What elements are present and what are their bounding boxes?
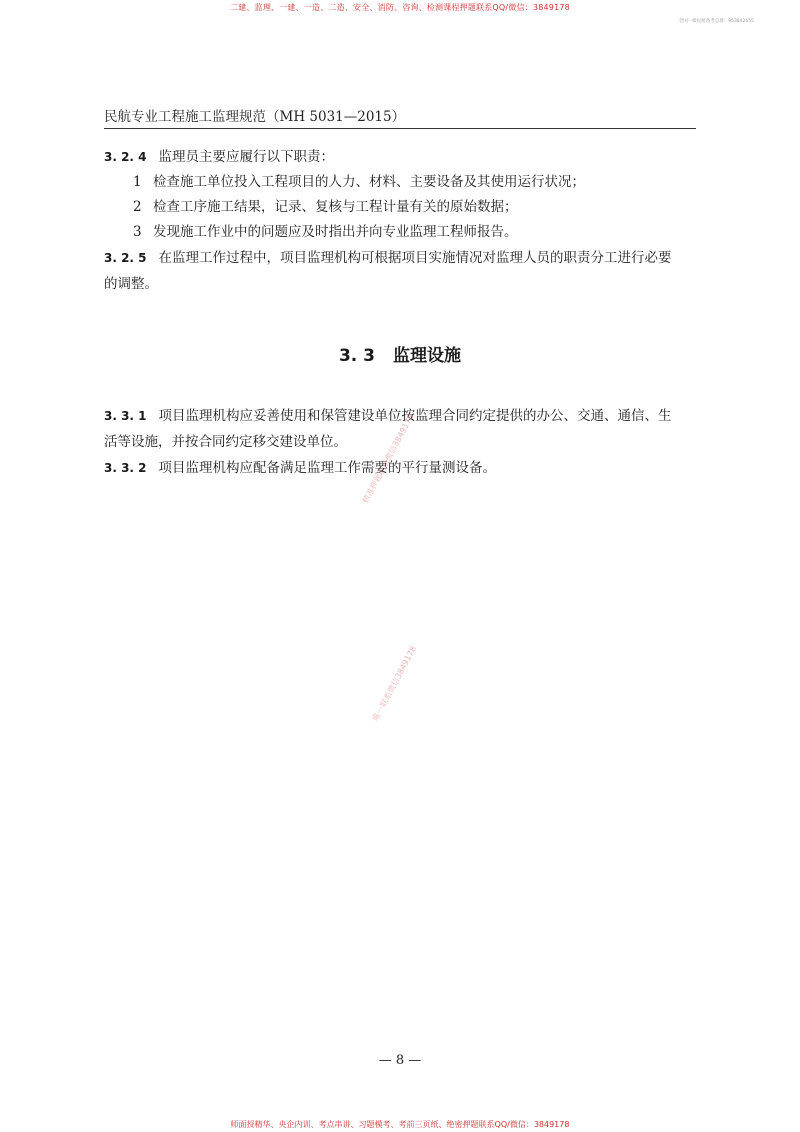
item-number: 3 [133, 224, 142, 240]
top-contact-banner: 二建、监理、一建、一造、二造、安全、消防、咨询、检测课程押题联系QQ/微信：3849178 [230, 3, 570, 12]
item-text: 检查工序施工结果，记录、复核与工程计量有关的原始数据； [153, 199, 518, 215]
corner-note: 全国一级民航备考总群：953842655 [678, 19, 754, 24]
clause-3-3-1 [104, 404, 672, 424]
list-item [133, 170, 585, 190]
clause-number: 3. 2. 5 [104, 251, 147, 265]
section-heading [0, 341, 800, 366]
item-number: 2 [133, 199, 142, 215]
item-number: 1 [133, 174, 142, 190]
section-number: 3. 3 [338, 346, 376, 366]
item-text: 检查施工单位投入工程项目的人力、材料、主要设备及其使用运行状况； [153, 174, 585, 190]
header-rule [104, 128, 696, 129]
bottom-contact-banner: 师面授精华、央企内训、考点串讲、习题模考、考前三页纸、绝密押题联系QQ/微信：3849178 [230, 1120, 570, 1129]
clause-3-3-1-continuation: 活等设施，并按合同约定移交建设单位。 [104, 434, 347, 450]
page-number: — 8 — [378, 1053, 422, 1068]
item-text: 发现施工作业中的问题应及时指出并向专业监理工程师报告。 [153, 224, 518, 240]
clause-3-2-5 [104, 246, 672, 266]
clause-text: 监理员主要应履行以下职责： [158, 149, 335, 165]
clause-text: 在监理工作过程中，项目监理机构可根据项目实施情况对监理人员的职责分工进行必要 [158, 250, 672, 266]
list-item [133, 220, 518, 240]
document-header: 民航专业工程施工监理规范（MH 5031—2015） [104, 109, 406, 125]
clause-3-2-5-continuation: 的调整。 [104, 276, 158, 292]
section-title: 监理设施 [393, 346, 462, 366]
clause-text: 项目监理机构应妥善使用和保管建设单位按监理合同约定提供的办公、交通、通信、生 [158, 408, 672, 424]
watermark: 精准押题联系微信3849178 [360, 412, 416, 505]
clause-number: 3. 2. 4 [104, 150, 147, 164]
clause-number: 3. 3. 2 [104, 461, 147, 475]
clause-number: 3. 3. 1 [104, 409, 147, 423]
clause-text: 项目监理机构应配备满足监理工作需要的平行量测设备。 [158, 460, 497, 476]
clause-3-2-4 [104, 145, 334, 165]
watermark: 唯一联系微信3849178 [370, 644, 419, 723]
clause-3-3-2 [104, 456, 496, 476]
list-item [133, 195, 518, 215]
